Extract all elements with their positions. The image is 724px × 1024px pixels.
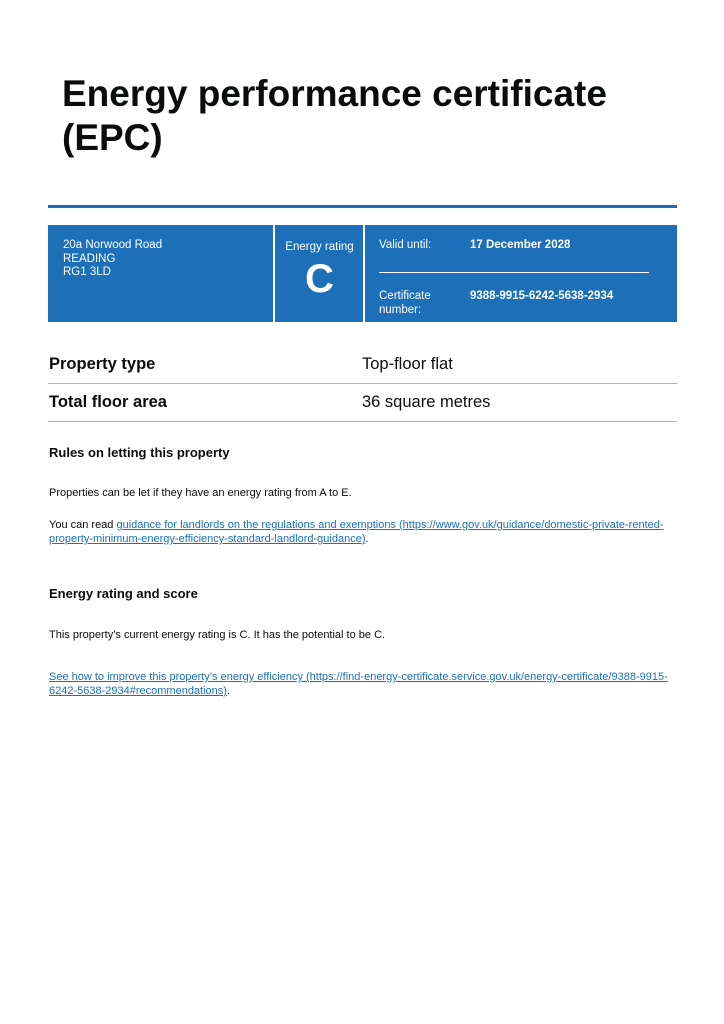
- address-line-3: RG1 3LD: [63, 266, 111, 278]
- page-title: Energy performance certificate (EPC): [62, 73, 607, 158]
- address-line-2: READING: [63, 252, 116, 265]
- property-type-row: [48, 345, 677, 384]
- floor-area-row: [48, 383, 677, 422]
- improve-efficiency-suffix: .: [226, 685, 231, 697]
- improve-efficiency-paragraph: [49, 670, 679, 698]
- title-divider: [48, 205, 677, 208]
- landlord-guidance-suffix: .: [365, 533, 369, 545]
- property-type-label: Property type: [49, 355, 156, 373]
- energy-rating-label: Energy rating: [285, 241, 354, 253]
- summary-banner: [48, 225, 677, 322]
- banner-inner-divider: [379, 272, 649, 273]
- landlord-guidance-prefix: You can read: [49, 519, 117, 531]
- valid-until-value: 17 December 2028: [470, 239, 571, 251]
- banner-divider-right: [363, 225, 365, 322]
- valid-until-label: Valid until:: [379, 239, 432, 251]
- floor-area-value: 36 square metres: [362, 393, 491, 411]
- energy-rating-text: This property’s current energy rating is C. It has the potential to be C.: [49, 629, 386, 641]
- energy-rating-heading: Energy rating and score: [49, 586, 198, 601]
- landlord-guidance-link[interactable]: guidance for landlords on the regulations and exemptions (https://www.gov.uk/guidance/domestic-private-rented-property-minimum-energy-efficiency-standard-landlord-guidance): [49, 519, 664, 545]
- letting-rules-heading: Rules on letting this property: [49, 445, 230, 460]
- energy-rating-box: [275, 225, 364, 322]
- improve-efficiency-link[interactable]: See how to improve this property’s energy efficiency (https://find-energy-certificate.service.gov.uk/energy-certificate/9388-9915-6242-5638-2934#recommendations): [49, 671, 668, 697]
- energy-rating-letter: C: [305, 257, 334, 301]
- property-address: [63, 239, 162, 280]
- letting-rules-text: Properties can be let if they have an energy rating from A to E.: [49, 487, 352, 499]
- address-line-1: 20a Norwood Road: [63, 239, 163, 251]
- landlord-guidance-paragraph: [49, 518, 679, 546]
- certificate-number-value: 9388-9915-6242-5638-2934: [470, 290, 614, 302]
- property-type-value: Top-floor flat: [362, 355, 453, 373]
- certificate-number-label: Certificate number:: [379, 290, 431, 316]
- floor-area-label: Total floor area: [49, 393, 167, 411]
